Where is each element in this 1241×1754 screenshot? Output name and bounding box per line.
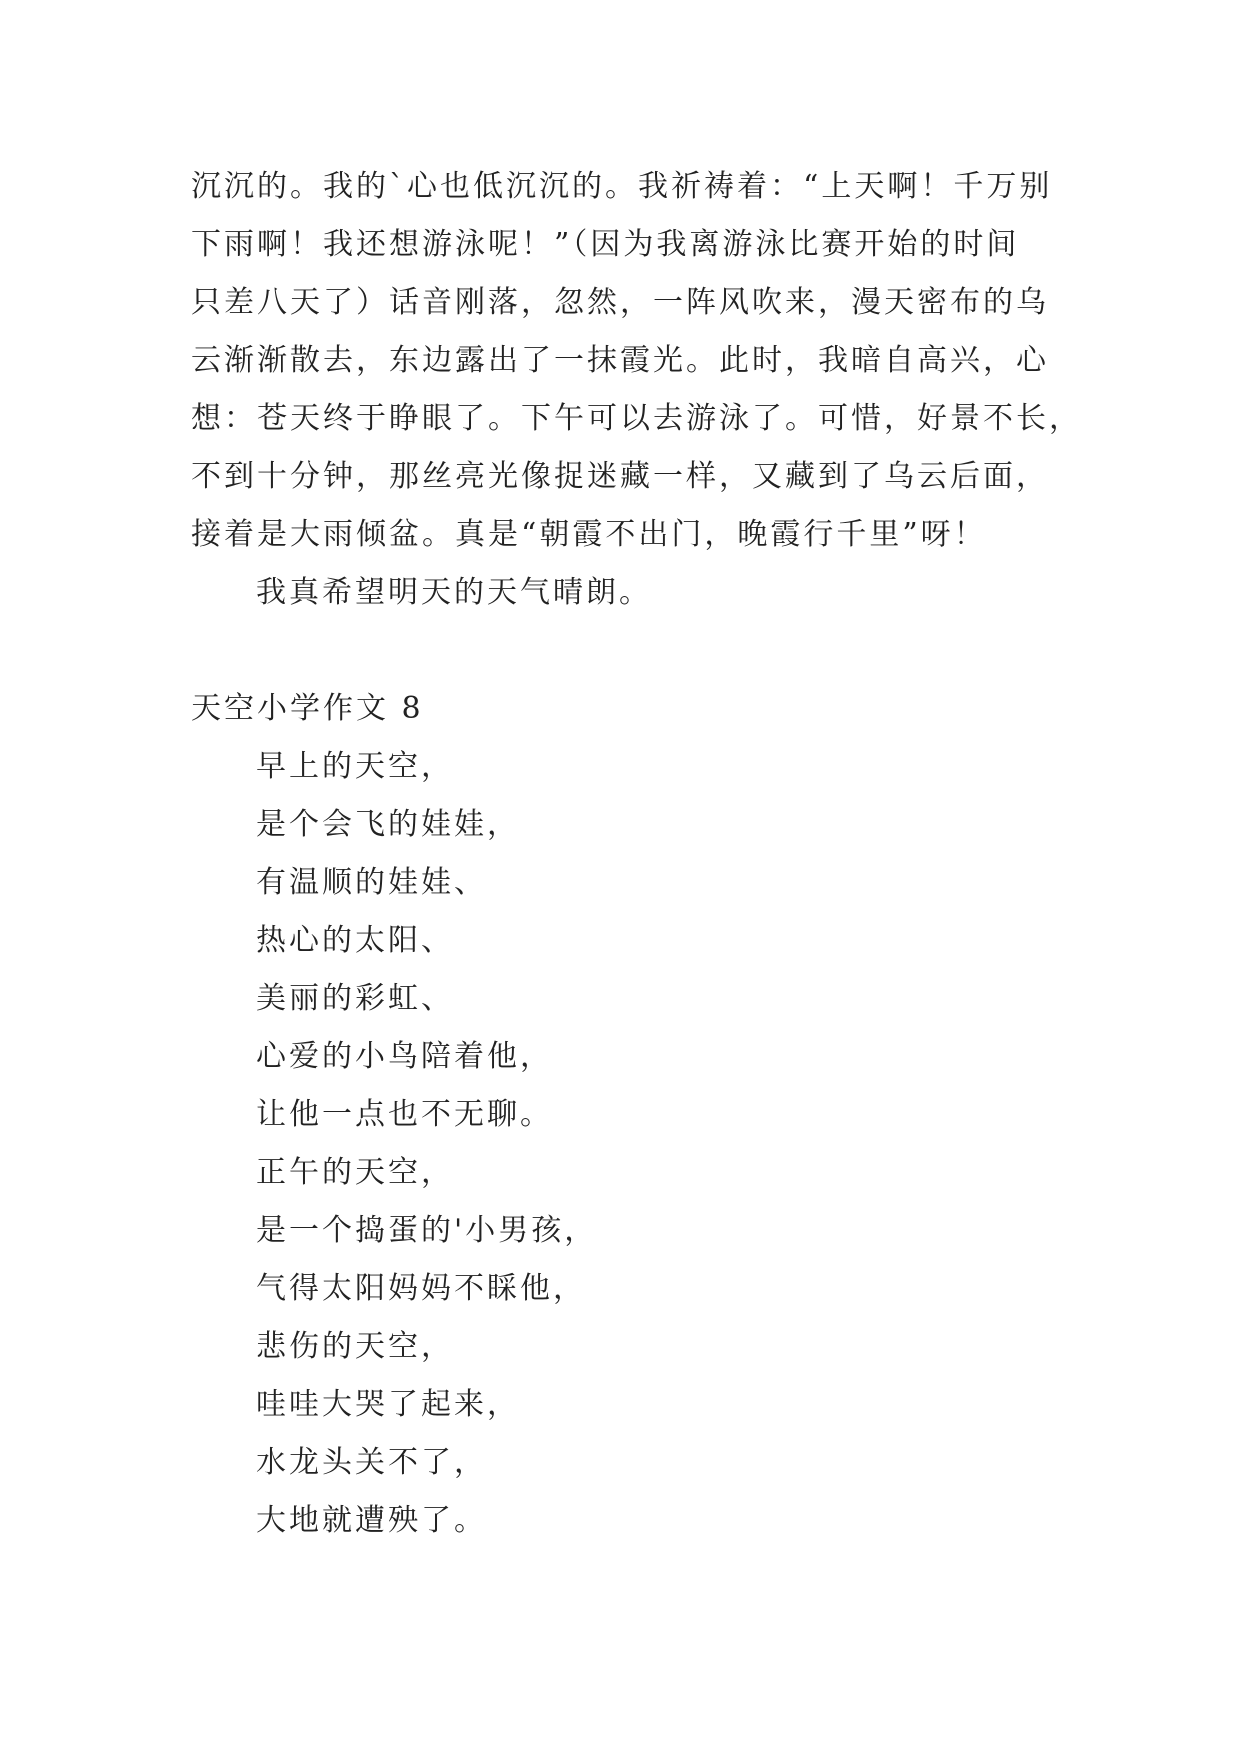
passage-7: [191, 158, 1082, 622]
poem-line: 心爱的小鸟陪着他，: [256, 1039, 553, 1074]
poem-line: 热心的太阳、: [256, 923, 454, 958]
essay-8: [191, 680, 1051, 1550]
poem-line: 大地就遭殃了。: [256, 1503, 487, 1538]
paragraph-line: 接着是大雨倾盆。真是“朝霞不出门，晚霞行千里”呀！: [191, 517, 987, 552]
paragraph-line: 沉沉的。我的`心也低沉沉的。我祈祷着：“上天啊！千万别: [191, 169, 1053, 204]
poem-line: 早上的天空，: [256, 749, 454, 784]
paragraph-line: 云渐渐散去，东边露出了一抹霞光。此时，我暗自高兴，心: [191, 343, 1049, 378]
poem-line: 是个会飞的娃娃，: [256, 807, 520, 842]
document-body: [191, 158, 1082, 1550]
paragraph-line: 下雨啊！我还想游泳呢！”（因为我离游泳比赛开始的时间: [191, 227, 1020, 262]
poem-line: 美丽的彩虹、: [256, 981, 454, 1016]
poem-line: 有温顺的娃娃、: [256, 865, 487, 900]
poem-line: 正午的天空，: [256, 1155, 454, 1190]
paragraph-line: 不到十分钟，那丝亮光像捉迷藏一样，又藏到了乌云后面，: [191, 459, 1049, 494]
essay-title: 天空小学作文 8: [191, 691, 424, 726]
paragraph-line: 只差八天了）话音刚落，忽然，一阵风吹来，漫天密布的乌: [191, 285, 1049, 320]
poem-line: 水龙头关不了，: [256, 1445, 487, 1480]
poem-line: 是一个捣蛋的'小男孩，: [256, 1213, 598, 1248]
poem-line: 让他一点也不无聊。: [256, 1097, 553, 1132]
paragraph-line: 想：苍天终于睁眼了。下午可以去游泳了。可惜，好景不长，: [191, 401, 1082, 436]
closing-sentence: 我真希望明天的天气晴朗。: [256, 575, 652, 610]
poem-line: 气得太阳妈妈不睬他，: [256, 1271, 586, 1306]
section-gap: [191, 622, 1051, 680]
poem-line: 哇哇大哭了起来，: [256, 1387, 520, 1422]
poem-line: 悲伤的天空，: [256, 1329, 454, 1364]
